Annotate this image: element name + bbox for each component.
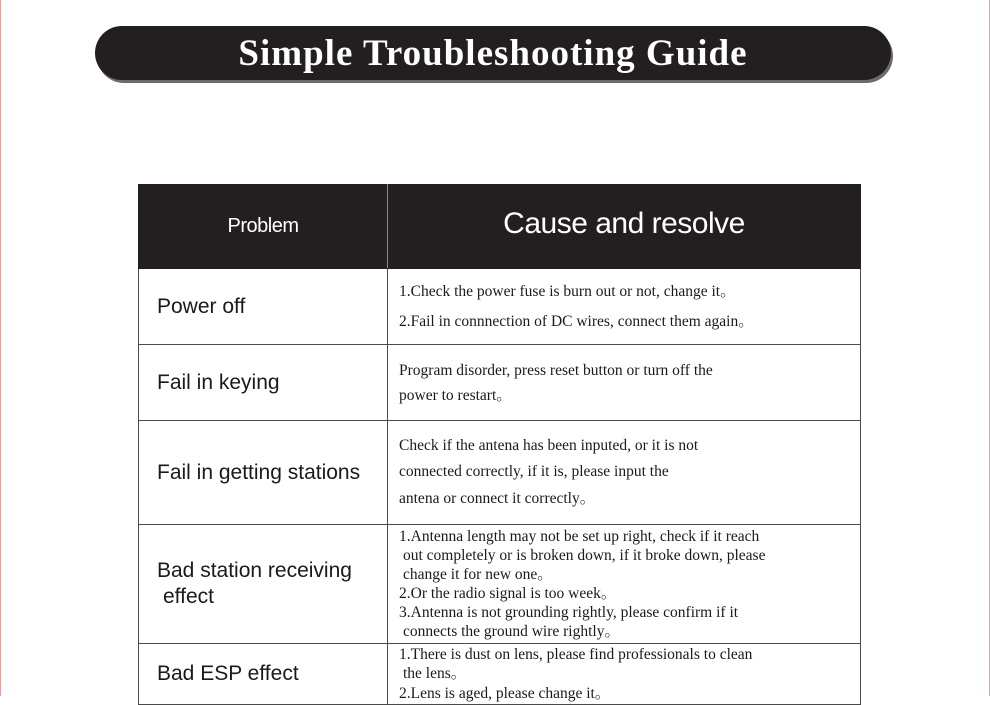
problem-cell — [139, 345, 388, 421]
problem-text: Power off — [157, 294, 246, 318]
page-title: Simple Troubleshooting Guide — [238, 32, 748, 74]
resolve-line: Check if the antena has been inputed, or it is not — [399, 436, 699, 454]
resolve-cell — [388, 421, 861, 525]
table-row — [139, 421, 861, 525]
resolve-cell — [388, 269, 861, 345]
resolve-line: power to restart。 — [399, 386, 512, 404]
resolve-line: 1.Antenna length may not be set up right, check if it reach — [399, 528, 760, 545]
problem-cell — [139, 269, 388, 345]
problem-cell — [139, 644, 388, 705]
resolve-cell — [388, 644, 861, 705]
resolve-line: connects the ground wire rightly。 — [403, 623, 620, 640]
resolve-line: antena or connect it correctly。 — [399, 489, 596, 507]
problem-text: Bad station receiving — [157, 559, 352, 582]
resolve-line: out completely or is broken down, if it broke down, please — [403, 547, 766, 564]
resolve-cell — [388, 525, 861, 644]
table-header-row — [139, 185, 861, 269]
problem-cell — [139, 421, 388, 525]
resolve-line: the lens。 — [403, 665, 467, 683]
resolve-cell — [388, 345, 861, 421]
resolve-line: 2.Fail in connnection of DC wires, connect them again。 — [399, 312, 754, 330]
resolve-line: Program disorder, press reset button or turn off the — [399, 361, 713, 379]
problem-cell — [139, 525, 388, 644]
problem-text: Fail in getting stations — [157, 460, 361, 484]
resolve-line: 1.There is dust on lens, please find professionals to clean — [399, 645, 753, 663]
page-edge-left — [0, 0, 1, 696]
resolve-line: 2.Lens is aged, please change it。 — [399, 684, 611, 702]
table-row — [139, 644, 861, 705]
cause-column-header: Cause and resolve — [388, 185, 861, 269]
resolve-line: connected correctly, if it is, please input the — [399, 463, 669, 481]
title-banner — [97, 28, 889, 78]
resolve-line: 3.Antenna is not grounding rightly, please confirm if it — [399, 604, 739, 621]
table-row — [139, 525, 861, 644]
resolve-line: 1.Check the power fuse is burn out or not, change it。 — [399, 282, 736, 300]
resolve-line: 2.Or the radio signal is too week。 — [399, 585, 617, 602]
table-row — [139, 345, 861, 421]
problem-text: effect — [163, 585, 214, 608]
resolve-line: change it for new one。 — [403, 566, 553, 583]
table-row — [139, 269, 861, 345]
troubleshooting-table — [138, 184, 861, 705]
problem-text: Bad ESP effect — [157, 662, 299, 685]
problem-text: Fail in keying — [157, 370, 280, 394]
problem-column-header: Problem — [139, 185, 388, 269]
